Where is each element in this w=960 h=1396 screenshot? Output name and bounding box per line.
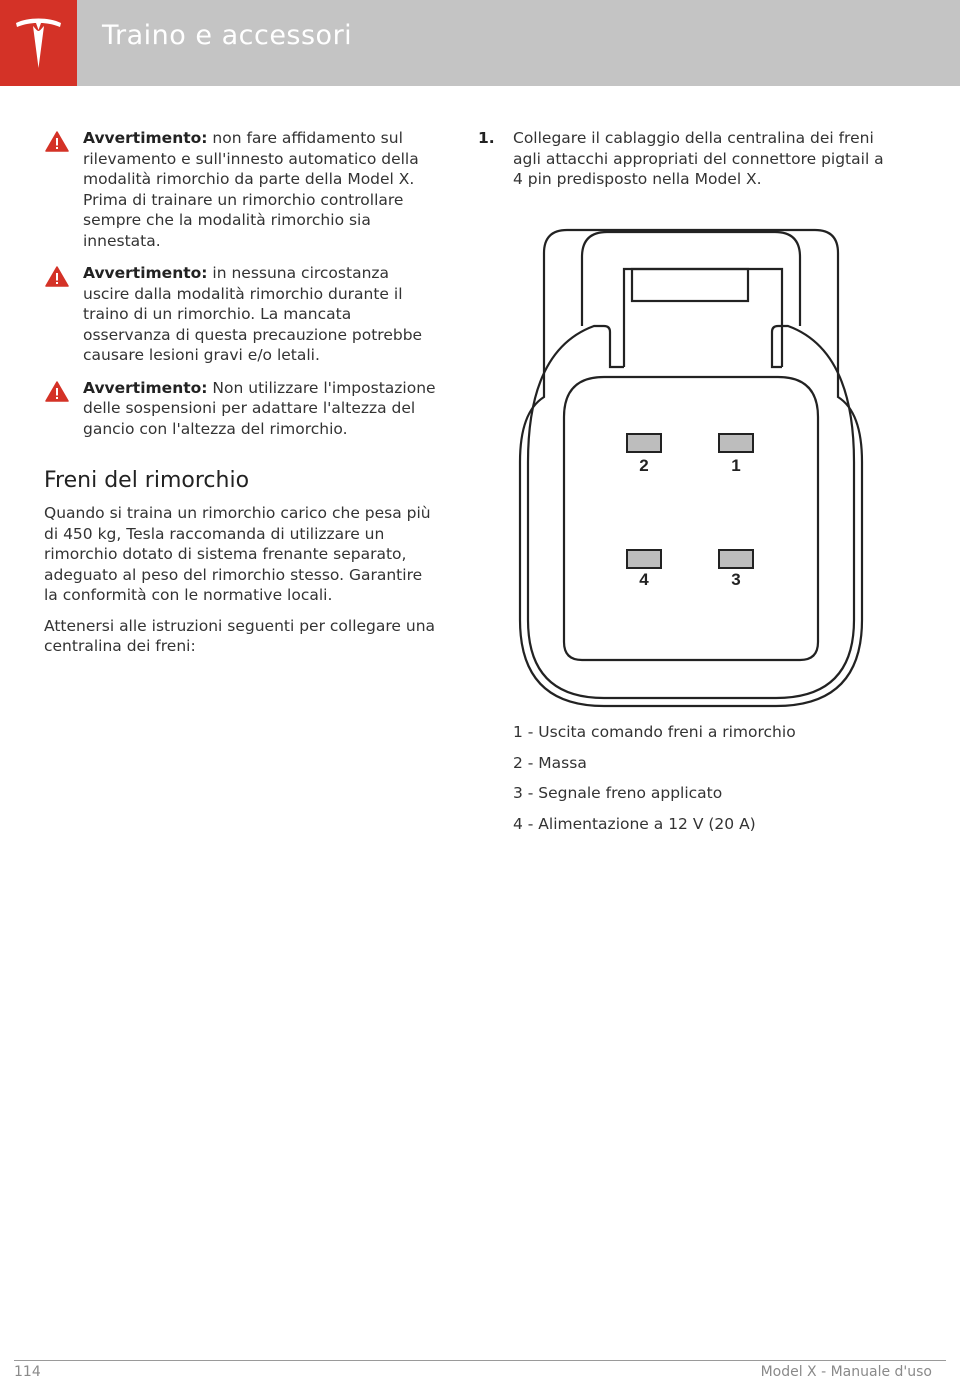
left-column bbox=[44, 128, 439, 667]
page-header bbox=[0, 0, 960, 86]
warning-label: Avvertimento: bbox=[83, 378, 208, 397]
pin-label-4: 4 bbox=[639, 570, 649, 589]
pin-legend-item: 4 - Alimentazione a 12 V (20 A) bbox=[513, 814, 756, 833]
connector-cavity bbox=[564, 377, 818, 660]
warning-block bbox=[44, 128, 439, 251]
pin-3-terminal bbox=[719, 550, 753, 568]
section-title: Freni del rimorchio bbox=[44, 468, 250, 493]
warning-block bbox=[44, 378, 439, 440]
tesla-logo-icon bbox=[14, 14, 63, 72]
connector-diagram bbox=[512, 222, 868, 710]
section-paragraph: Attenersi alle istruzioni seguenti per collegare una centralina dei freni: bbox=[44, 616, 436, 655]
logo-box bbox=[0, 0, 77, 86]
connector-inner-housing bbox=[528, 269, 854, 698]
connector-latch-window bbox=[632, 269, 748, 301]
pin-label-2: 2 bbox=[639, 456, 649, 475]
pin-1-terminal bbox=[719, 434, 753, 452]
pin-legend-item: 3 - Segnale freno applicato bbox=[513, 784, 723, 802]
pin-2-terminal bbox=[627, 434, 661, 452]
pin-legend-item: 1 - Uscita comando freni a rimorchio bbox=[513, 723, 796, 741]
warning-icon bbox=[45, 131, 69, 152]
page-number: 114 bbox=[14, 1364, 41, 1380]
warning-body: Non utilizzare l'impostazione delle sospensioni per adattare l'altezza del gancio con l'altezza del rimorchio. bbox=[83, 378, 436, 438]
warning-icon bbox=[45, 381, 69, 402]
page-title: Traino e accessori bbox=[102, 20, 353, 51]
pin-4-terminal bbox=[627, 550, 661, 568]
pin-legend-item: 2 - Massa bbox=[513, 753, 587, 772]
right-column bbox=[478, 128, 898, 190]
step-number: 1. bbox=[478, 129, 495, 147]
pin-label-1: 1 bbox=[731, 456, 741, 475]
pin-label-3: 3 bbox=[731, 570, 741, 589]
warning-icon bbox=[45, 266, 69, 287]
connector-top-tab bbox=[582, 232, 800, 326]
warning-text bbox=[83, 128, 439, 251]
warning-block bbox=[44, 263, 439, 366]
warning-label: Avvertimento: bbox=[83, 129, 208, 147]
warning-body: non fare affidamento sul rilevamento e sull'innesto automatico della modalità rimorchio da parte della Model X. Prima di trainare un rimorchio controllare sempre che la modalità rimorchio sia innestata. bbox=[83, 129, 419, 250]
warning-label: Avvertimento: bbox=[83, 264, 208, 282]
warning-body: in nessuna circostanza uscire dalla modalità rimorchio durante il traino di un rimorchio. La mancata osservanza di questa precauzione potrebbe causare lesioni gravi e/o letali. bbox=[83, 264, 423, 364]
footer-divider bbox=[14, 1360, 946, 1361]
warning-text bbox=[83, 378, 439, 440]
section-paragraph: Quando si traina un rimorchio carico che pesa più di 450 kg, Tesla raccomanda di utilizzare un rimorchio dotato di sistema frenante separato, adeguato al peso del rimorchio stesso. Garantire la conformità con le normative locali. bbox=[44, 504, 431, 604]
step-item bbox=[478, 128, 898, 190]
step-text: Collegare il cablaggio della centralina dei freni agli attacchi appropriati del connettore pigtail a 4 pin predisposto nella Model X. bbox=[513, 129, 884, 188]
warning-text bbox=[83, 263, 439, 366]
footer-doc-title: Model X - Manuale d'uso bbox=[760, 1364, 932, 1380]
pin-legend bbox=[513, 722, 893, 844]
